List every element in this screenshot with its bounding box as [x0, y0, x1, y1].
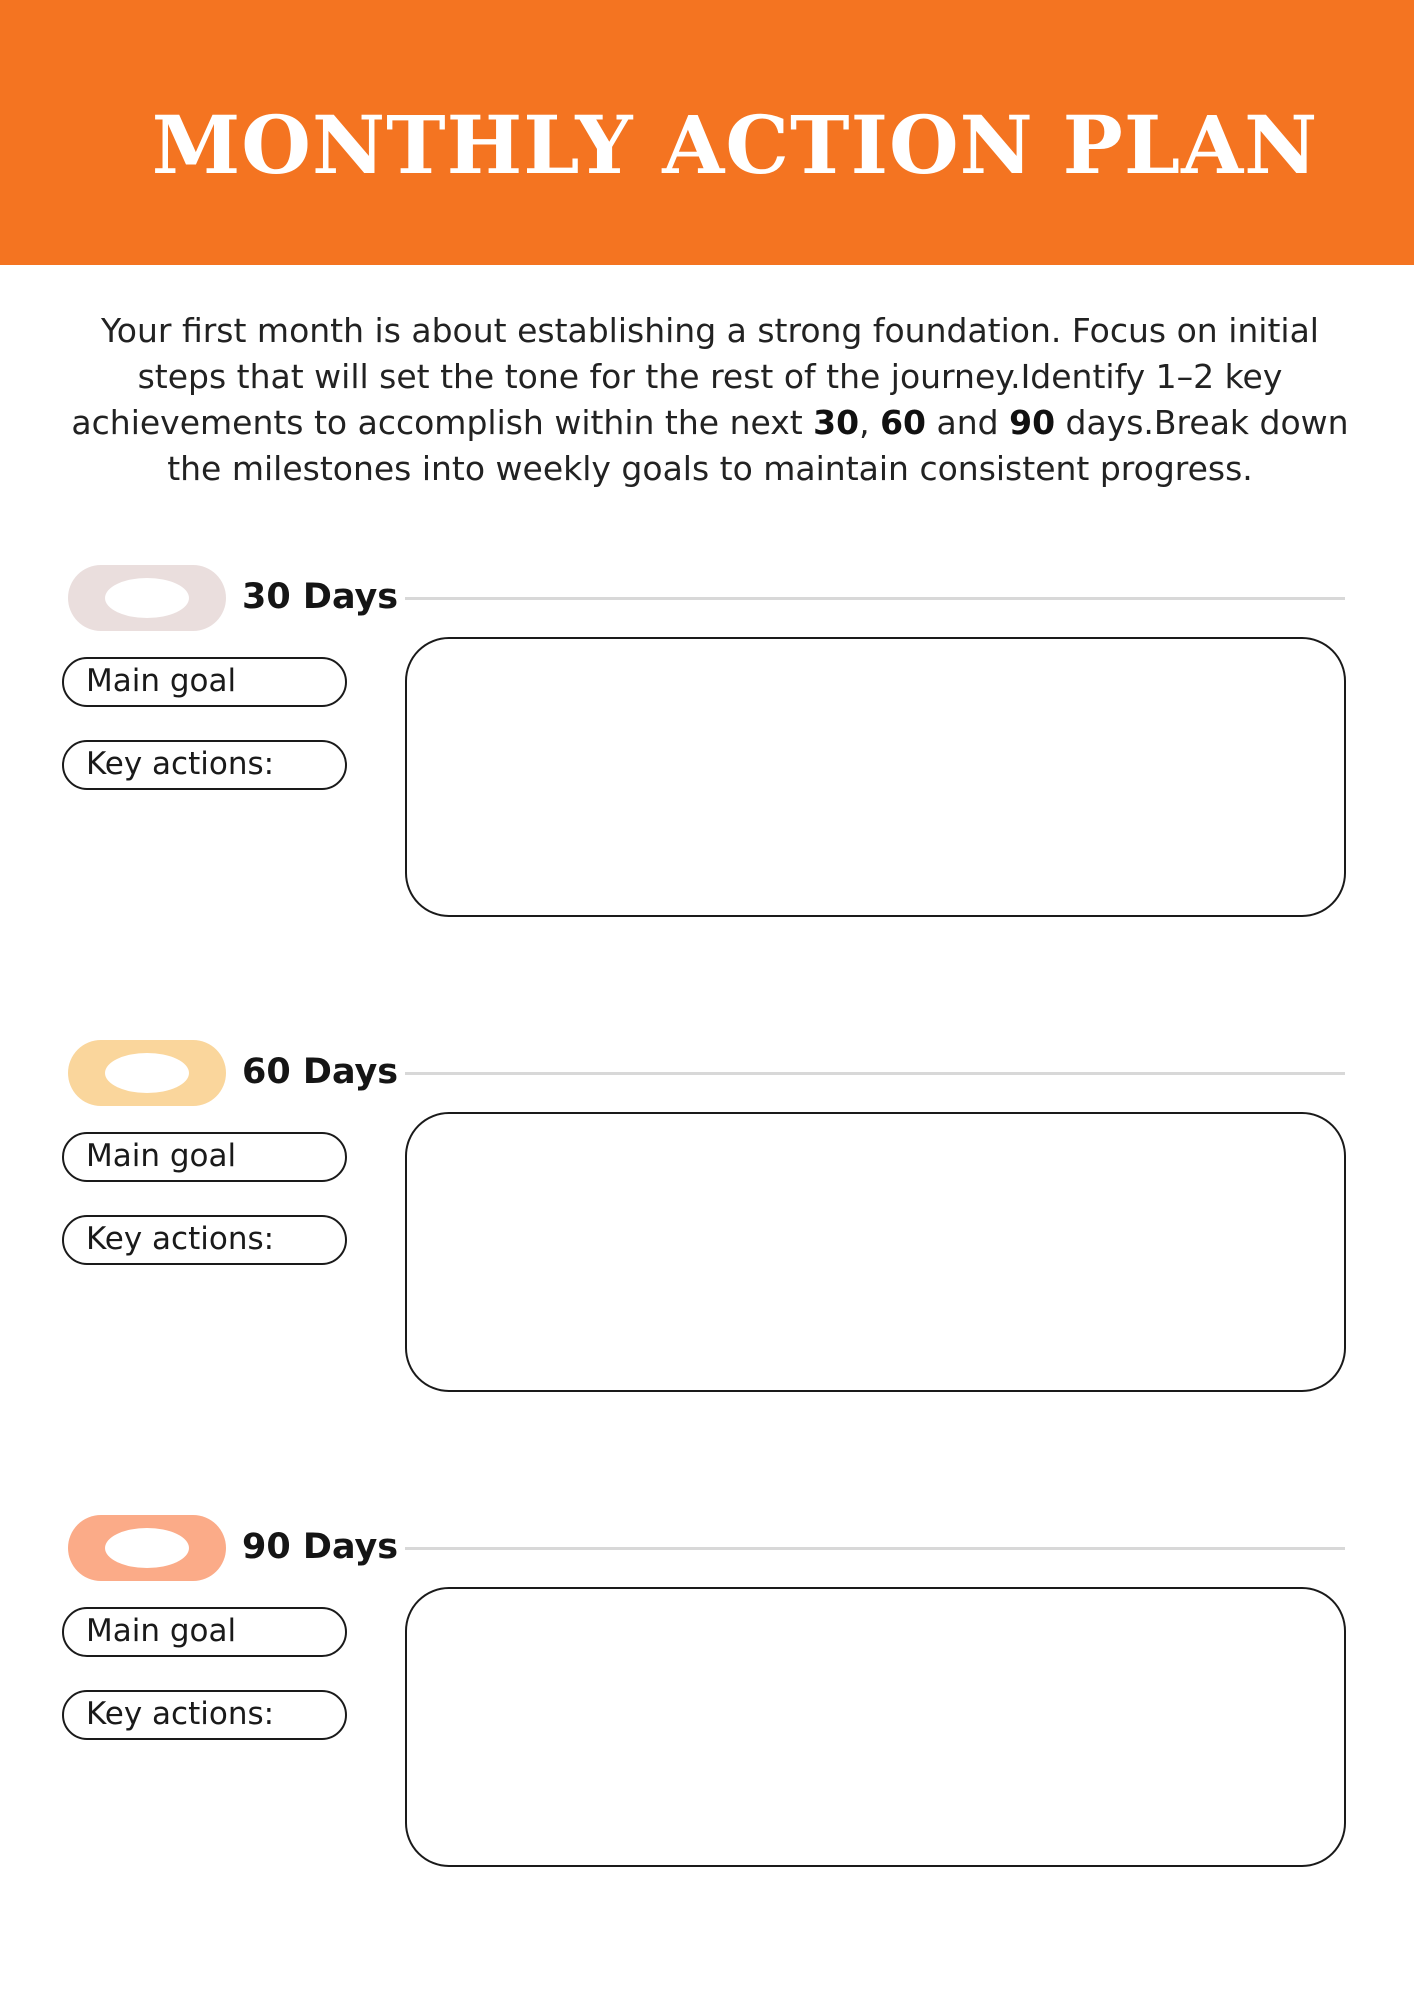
pill-icon-hole: [105, 1053, 189, 1093]
notes-box[interactable]: [405, 637, 1346, 917]
key-actions-tag: Key actions:: [62, 1690, 347, 1740]
section-60-days: [0, 1040, 1414, 1400]
notes-box[interactable]: [405, 1587, 1346, 1867]
notes-box[interactable]: [405, 1112, 1346, 1392]
pill-icon: [68, 1515, 226, 1581]
pill-icon: [68, 565, 226, 631]
pill-icon-hole: [105, 1528, 189, 1568]
intro-30: 30: [813, 403, 860, 442]
main-goal-tag: Main goal: [62, 657, 347, 707]
intro-sep-1: ,: [859, 403, 881, 442]
intro-60: 60: [880, 403, 927, 442]
section-label: 30 Days: [242, 577, 399, 617]
pill-icon: [68, 1040, 226, 1106]
main-goal-tag: Main goal: [62, 1132, 347, 1182]
section-divider: [405, 1072, 1345, 1075]
intro-90: 90: [1009, 403, 1056, 442]
section-90-days: [0, 1515, 1414, 1875]
section-divider: [405, 1547, 1345, 1550]
header-banner: [0, 0, 1414, 265]
main-goal-tag: Main goal: [62, 1607, 347, 1657]
section-label: 60 Days: [242, 1052, 399, 1092]
section-label: 90 Days: [242, 1527, 399, 1567]
section-30-days: [0, 565, 1414, 925]
intro-sep-2: and: [926, 403, 1010, 442]
intro-text-start: Your first month is about establishing a strong foundation. Focus on initial steps that will set the tone for the rest of the journey.Identify 1–2 key achievements to accomplish within the next: [71, 311, 1319, 442]
intro-paragraph: [60, 308, 1360, 492]
section-divider: [405, 597, 1345, 600]
key-actions-tag: Key actions:: [62, 740, 347, 790]
page-title: MONTHLY ACTION PLAN: [151, 98, 1319, 192]
key-actions-tag: Key actions:: [62, 1215, 347, 1265]
pill-icon-hole: [105, 578, 189, 618]
intro-text-end: days.Break down the milestones into weekly goals to maintain consistent progress.: [167, 403, 1349, 488]
